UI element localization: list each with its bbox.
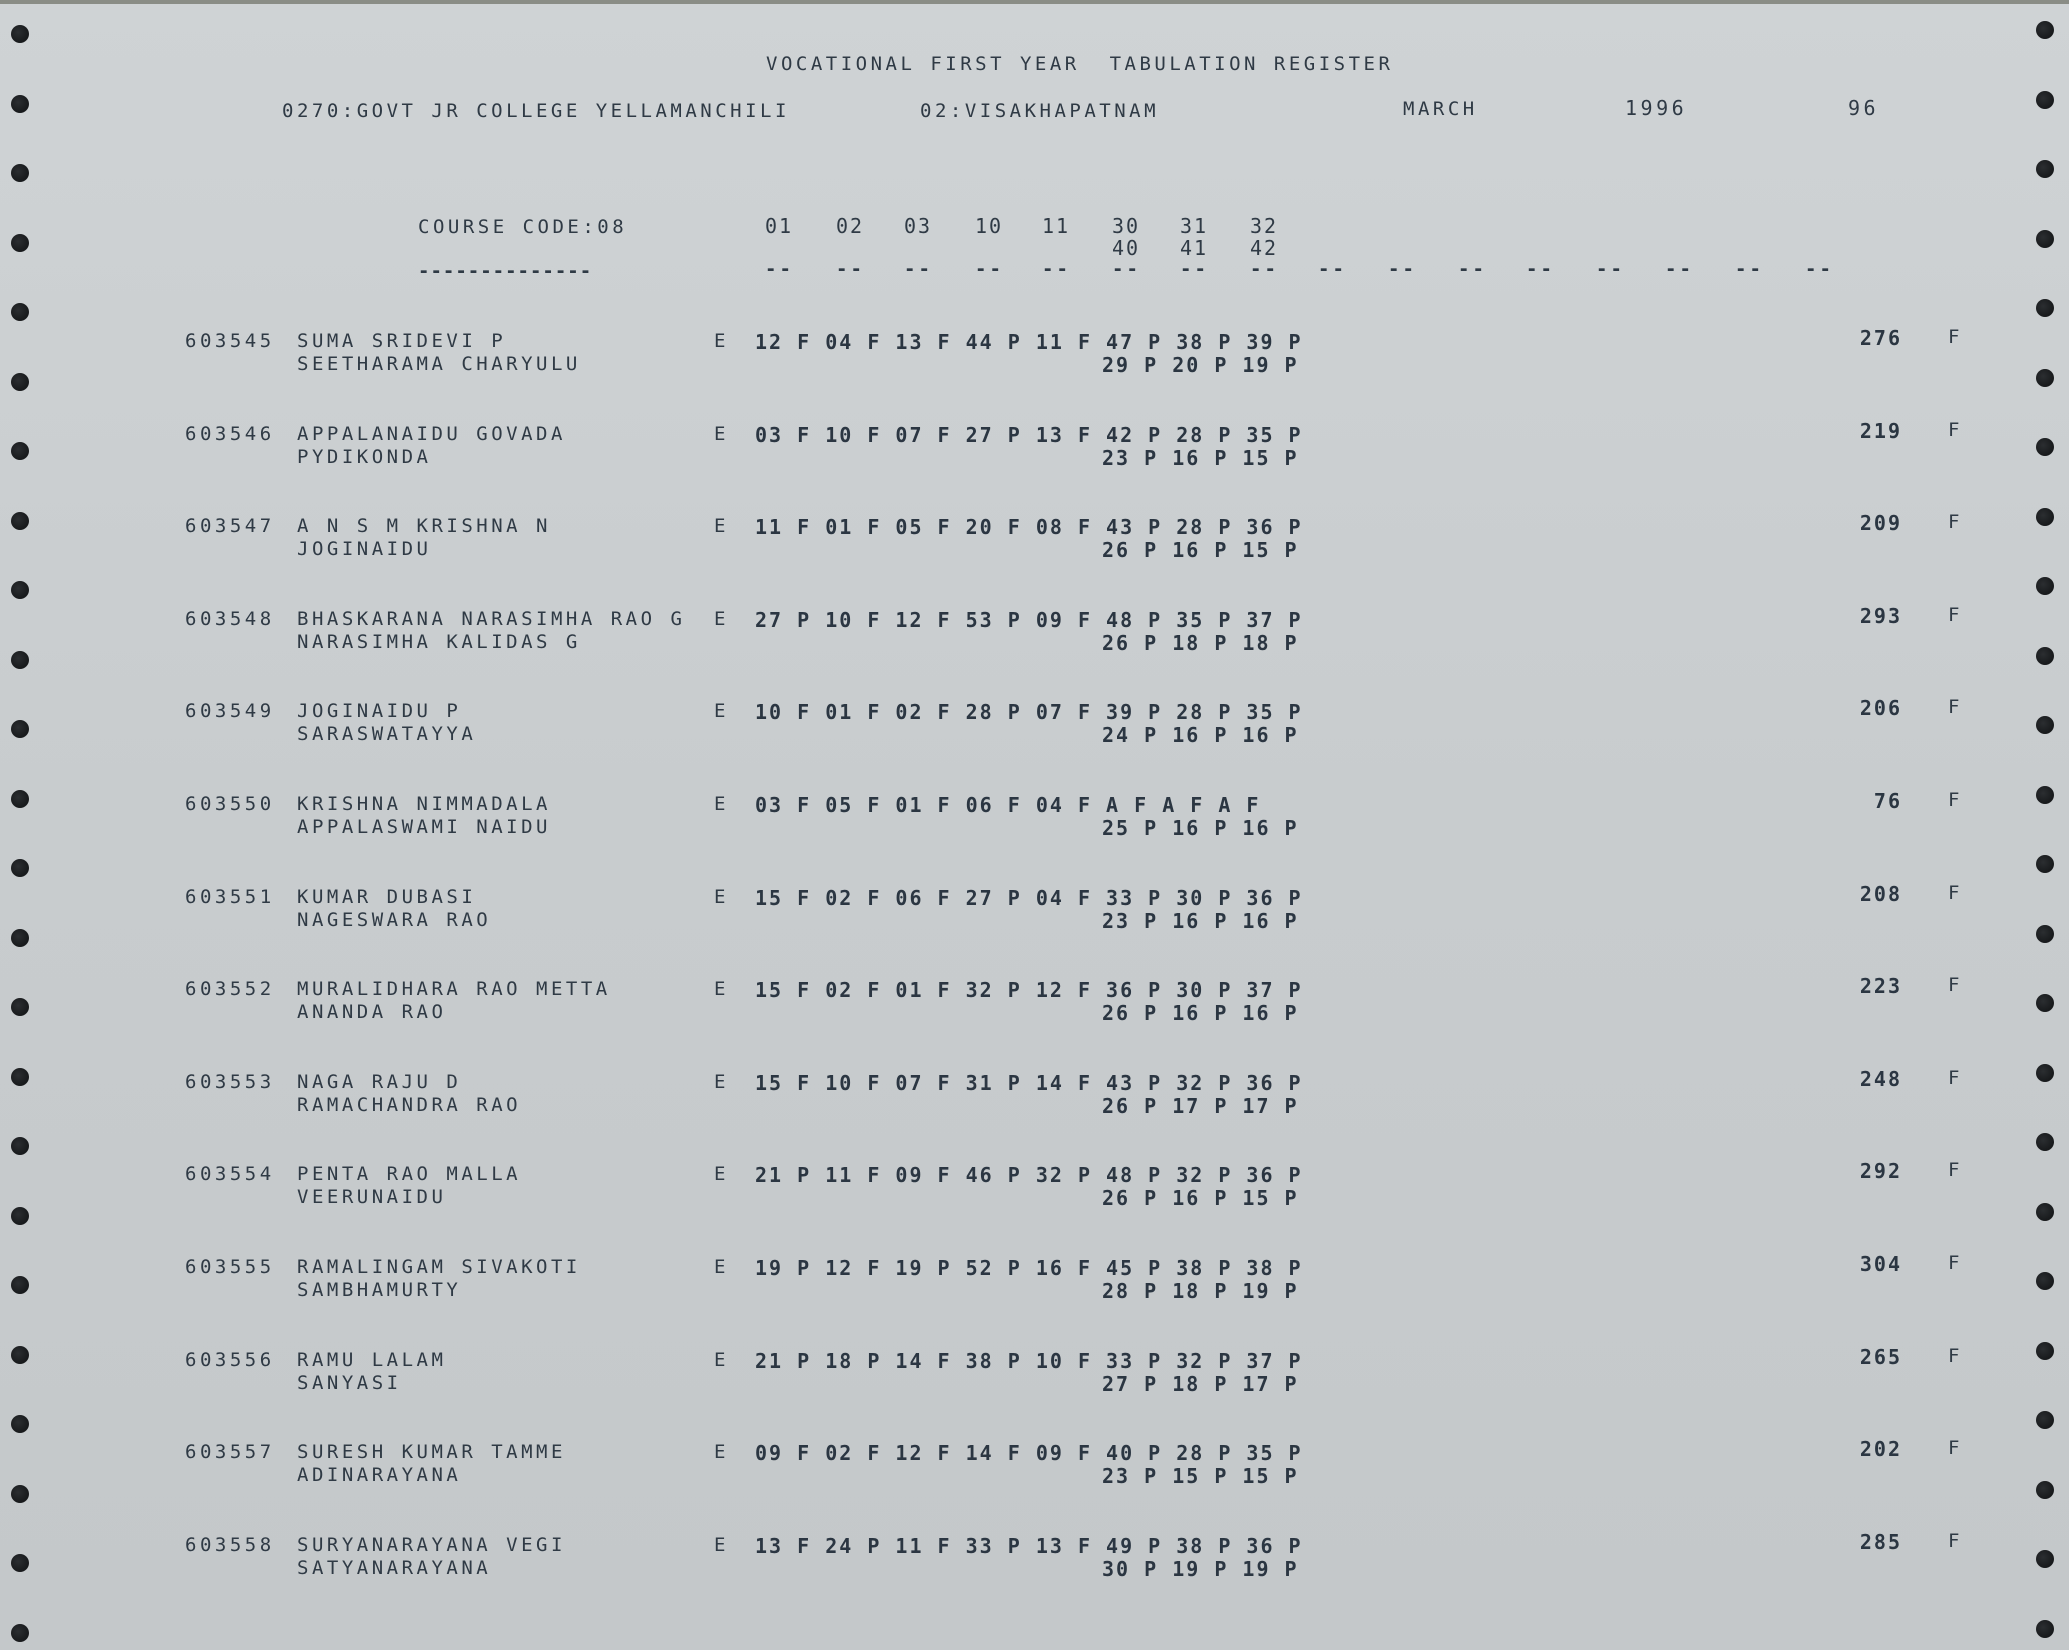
hall-ticket-number: 603553	[185, 1070, 275, 1093]
feed-hole	[2036, 1203, 2054, 1221]
feed-hole	[2036, 716, 2054, 734]
feed-hole	[11, 373, 29, 391]
column-underline: --	[1180, 258, 1209, 280]
marks-line-2: 24 P 16 P 16 P	[1102, 723, 1299, 748]
marks-line-2: 26 P 16 P 15 P	[1102, 1186, 1299, 1211]
total-marks: 209	[1859, 511, 1902, 536]
column-underline: --	[1042, 258, 1071, 280]
marks-line-2: 26 P 18 P 18 P	[1102, 630, 1299, 655]
total-marks: 293	[1859, 603, 1902, 628]
marks-line-1: 03 F 05 F 01 F 06 F 04 F A F A F A F	[755, 793, 1261, 817]
feed-hole	[11, 929, 29, 947]
result-status: F	[1948, 603, 1963, 626]
total-marks: 276	[1859, 326, 1902, 350]
feed-hole	[2036, 1342, 2054, 1360]
result-status: F	[1948, 789, 1963, 811]
medium-code: E	[714, 1533, 729, 1556]
column-underline: --	[765, 258, 794, 280]
hall-ticket-number: 603557	[185, 1441, 275, 1464]
medium-code: E	[714, 330, 729, 352]
marks-line-2: 26 P 16 P 15 P	[1102, 538, 1299, 563]
column-underline: --	[1318, 258, 1347, 280]
hall-ticket-number: 603554	[185, 1163, 275, 1186]
feed-hole	[2036, 299, 2054, 317]
total-marks: 285	[1859, 1529, 1902, 1554]
hall-ticket-number: 603555	[185, 1256, 275, 1278]
medium-code: E	[714, 1348, 729, 1371]
father-name: SATYANARAYANA	[297, 1556, 492, 1579]
feed-hole	[2036, 647, 2054, 665]
marks-line-2: 30 P 19 P 19 P	[1102, 1556, 1299, 1581]
hall-ticket-number: 603556	[185, 1348, 275, 1371]
total-marks: 76	[1873, 789, 1902, 813]
feed-hole	[11, 1346, 29, 1364]
medium-code: E	[714, 1256, 729, 1278]
marks-line-1: 10 F 01 F 02 F 28 P 07 F 39 P 28 P 35 P	[755, 700, 1303, 725]
feed-hole	[2036, 925, 2054, 943]
marks-line-2: 28 P 18 P 19 P	[1102, 1279, 1299, 1303]
result-status: F	[1948, 696, 1963, 719]
father-name: SANYASI	[297, 1371, 402, 1394]
column-underline: --	[975, 258, 1004, 280]
result-status: F	[1948, 974, 1963, 997]
marks-line-2: 27 P 18 P 17 P	[1102, 1371, 1299, 1396]
feed-hole	[11, 720, 29, 738]
hall-ticket-number: 603550	[185, 793, 275, 815]
marks-line-1: 13 F 24 P 11 F 33 P 13 F 49 P 38 P 36 P	[755, 1533, 1303, 1558]
feed-hole	[11, 442, 29, 460]
father-name: ADINARAYANA	[297, 1464, 462, 1487]
marks-line-1: 15 F 02 F 01 F 32 P 12 F 36 P 30 P 37 P	[755, 978, 1303, 1003]
hall-ticket-number: 603546	[185, 422, 275, 445]
subject-code: 11	[1042, 214, 1071, 238]
marks-line-1: 21 P 11 F 09 F 46 P 32 P 48 P 32 P 36 P	[755, 1163, 1303, 1188]
total-marks: 206	[1859, 696, 1902, 721]
medium-code: E	[714, 885, 729, 908]
subject-code: 10	[975, 214, 1004, 238]
feed-hole	[11, 651, 29, 669]
feed-hole	[11, 25, 29, 43]
feed-hole	[11, 581, 29, 599]
marks-line-1: 27 P 10 F 12 F 53 P 09 F 48 P 35 P 37 P	[755, 607, 1303, 632]
feed-hole	[11, 859, 29, 877]
feed-hole	[2036, 1064, 2054, 1082]
column-underline: --	[1458, 258, 1487, 280]
father-name: APPALASWAMI NAIDU	[297, 816, 551, 838]
student-name: RAMALINGAM SIVAKOTI	[297, 1256, 581, 1278]
subject-code: 32	[1250, 214, 1279, 238]
hall-ticket-number: 603552	[185, 978, 275, 1001]
marks-line-2: 26 P 17 P 17 P	[1102, 1093, 1299, 1118]
feed-hole	[2036, 1620, 2054, 1638]
total-marks: 292	[1859, 1159, 1902, 1184]
feed-hole	[11, 512, 29, 530]
result-status: F	[1948, 326, 1963, 348]
feed-hole	[2036, 786, 2054, 804]
column-underline: --	[1596, 258, 1625, 280]
student-name: APPALANAIDU GOVADA	[297, 422, 566, 445]
total-marks: 208	[1859, 881, 1902, 906]
feed-hole	[2036, 230, 2054, 248]
column-underline: --	[1112, 258, 1141, 280]
page-number: 96	[1848, 96, 1880, 120]
feed-hole	[11, 1068, 29, 1086]
feed-hole	[11, 234, 29, 252]
subject-code: 31	[1180, 214, 1209, 238]
student-name: KUMAR DUBASI	[297, 885, 477, 908]
feed-hole	[2036, 1133, 2054, 1151]
column-underline: --	[836, 258, 865, 280]
feed-hole	[11, 998, 29, 1016]
feed-hole	[2036, 1550, 2054, 1568]
register-title: VOCATIONAL FIRST YEAR TABULATION REGISTER	[766, 53, 1394, 75]
subject-code: 40	[1112, 236, 1141, 260]
column-underline: --	[1388, 258, 1417, 280]
result-status: F	[1948, 1529, 1963, 1552]
father-name: VEERUNAIDU	[297, 1186, 447, 1209]
sheet-top-edge	[0, 0, 2069, 4]
father-name: JOGINAIDU	[297, 538, 432, 561]
column-underline: --	[1250, 258, 1279, 280]
father-name: NAGESWARA RAO	[297, 908, 492, 931]
feed-hole	[11, 1624, 29, 1642]
total-marks: 202	[1859, 1437, 1902, 1462]
medium-code: E	[714, 422, 729, 445]
marks-line-1: 21 P 18 P 14 F 38 P 10 F 33 P 32 P 37 P	[755, 1348, 1303, 1373]
subject-code: 01	[765, 214, 794, 238]
column-underline: --	[1665, 258, 1694, 280]
feed-hole	[2036, 508, 2054, 526]
exam-year: 1996	[1625, 96, 1688, 120]
student-name: SUMA SRIDEVI P	[297, 330, 507, 352]
district-name: 02:VISAKHAPATNAM	[920, 100, 1160, 122]
feed-hole	[2036, 1481, 2054, 1499]
feed-hole	[11, 790, 29, 808]
hall-ticket-number: 603558	[185, 1533, 275, 1556]
medium-code: E	[714, 607, 729, 630]
father-name: PYDIKONDA	[297, 445, 432, 468]
marks-line-1: 09 F 02 F 12 F 14 F 09 F 40 P 28 P 35 P	[755, 1441, 1303, 1466]
column-underline: --	[1735, 258, 1764, 280]
result-status: F	[1948, 511, 1963, 534]
student-name: SURESH KUMAR TAMME	[297, 1441, 566, 1464]
hall-ticket-number: 603547	[185, 515, 275, 538]
student-name: A N S M KRISHNA N	[297, 515, 551, 538]
father-name: RAMACHANDRA RAO	[297, 1093, 522, 1116]
marks-line-2: 25 P 16 P 16 P	[1102, 816, 1299, 840]
feed-hole	[11, 95, 29, 113]
feed-hole	[11, 1137, 29, 1155]
feed-hole	[2036, 369, 2054, 387]
subject-code: 02	[836, 214, 865, 238]
total-marks: 219	[1859, 418, 1902, 443]
student-name: JOGINAIDU P	[297, 700, 462, 723]
father-name: SEETHARAMA CHARYULU	[297, 353, 581, 375]
total-marks: 304	[1859, 1252, 1902, 1276]
student-name: MURALIDHARA RAO METTA	[297, 978, 611, 1001]
feed-hole	[11, 1554, 29, 1572]
student-name: BHASKARANA NARASIMHA RAO G	[297, 607, 686, 630]
student-name: RAMU LALAM	[297, 1348, 447, 1371]
medium-code: E	[714, 1070, 729, 1093]
marks-line-2: 29 P 20 P 19 P	[1102, 353, 1299, 377]
feed-hole	[11, 1415, 29, 1433]
marks-line-1: 19 P 12 F 19 P 52 P 16 F 45 P 38 P 38 P	[755, 1256, 1303, 1280]
result-status: F	[1948, 418, 1963, 441]
marks-line-2: 26 P 16 P 16 P	[1102, 1001, 1299, 1026]
feed-hole	[2036, 160, 2054, 178]
feed-hole	[11, 1207, 29, 1225]
student-name: KRISHNA NIMMADALA	[297, 793, 551, 815]
result-status: F	[1948, 1437, 1963, 1460]
medium-code: E	[714, 700, 729, 723]
student-name: NAGA RAJU D	[297, 1070, 462, 1093]
marks-line-2: 23 P 16 P 15 P	[1102, 445, 1299, 470]
column-underline: --	[1526, 258, 1555, 280]
father-name: NARASIMHA KALIDAS G	[297, 630, 581, 653]
column-underline: --	[1805, 258, 1834, 280]
course-code-underline: --------------	[418, 260, 593, 282]
marks-line-2: 23 P 16 P 16 P	[1102, 908, 1299, 933]
marks-line-1: 15 F 02 F 06 F 27 P 04 F 33 P 30 P 36 P	[755, 885, 1303, 910]
total-marks: 265	[1859, 1344, 1902, 1369]
result-status: F	[1948, 881, 1963, 904]
subject-code: 42	[1250, 236, 1279, 260]
subject-code: 30	[1112, 214, 1141, 238]
marks-line-1: 03 F 10 F 07 F 27 P 13 F 42 P 28 P 35 P	[755, 422, 1303, 447]
feed-hole	[2036, 91, 2054, 109]
marks-line-1: 11 F 01 F 05 F 20 F 08 F 43 P 28 P 36 P	[755, 515, 1303, 540]
student-name: PENTA RAO MALLA	[297, 1163, 522, 1186]
feed-hole	[2036, 855, 2054, 873]
result-status: F	[1948, 1252, 1963, 1274]
medium-code: E	[714, 793, 729, 815]
father-name: SARASWATAYYA	[297, 723, 477, 746]
result-status: F	[1948, 1159, 1963, 1182]
feed-hole	[11, 1276, 29, 1294]
medium-code: E	[714, 978, 729, 1001]
feed-hole	[11, 164, 29, 182]
total-marks: 248	[1859, 1066, 1902, 1091]
feed-hole	[11, 303, 29, 321]
course-code: COURSE CODE:08	[418, 216, 628, 238]
medium-code: E	[714, 515, 729, 538]
student-name: SURYANARAYANA VEGI	[297, 1533, 566, 1556]
total-marks: 223	[1859, 974, 1902, 999]
feed-hole	[2036, 1272, 2054, 1290]
feed-hole	[2036, 438, 2054, 456]
hall-ticket-number: 603548	[185, 607, 275, 630]
result-status: F	[1948, 1066, 1963, 1089]
marks-line-1: 12 F 04 F 13 F 44 P 11 F 47 P 38 P 39 P	[755, 330, 1303, 354]
father-name: ANANDA RAO	[297, 1001, 447, 1024]
feed-hole	[2036, 577, 2054, 595]
feed-hole	[2036, 21, 2054, 39]
medium-code: E	[714, 1163, 729, 1186]
college-name: 0270:GOVT JR COLLEGE YELLAMANCHILI	[282, 100, 790, 122]
medium-code: E	[714, 1441, 729, 1464]
feed-hole	[2036, 994, 2054, 1012]
hall-ticket-number: 603551	[185, 885, 275, 908]
subject-code: 03	[904, 214, 933, 238]
hall-ticket-number: 603545	[185, 330, 275, 352]
father-name: SAMBHAMURTY	[297, 1279, 462, 1301]
marks-line-2: 23 P 15 P 15 P	[1102, 1464, 1299, 1489]
column-underline: --	[904, 258, 933, 280]
result-status: F	[1948, 1344, 1963, 1367]
feed-hole	[2036, 1411, 2054, 1429]
feed-hole	[11, 1485, 29, 1503]
hall-ticket-number: 603549	[185, 700, 275, 723]
subject-code: 41	[1180, 236, 1209, 260]
marks-line-1: 15 F 10 F 07 F 31 P 14 F 43 P 32 P 36 P	[755, 1070, 1303, 1095]
exam-month: MARCH	[1403, 98, 1478, 120]
